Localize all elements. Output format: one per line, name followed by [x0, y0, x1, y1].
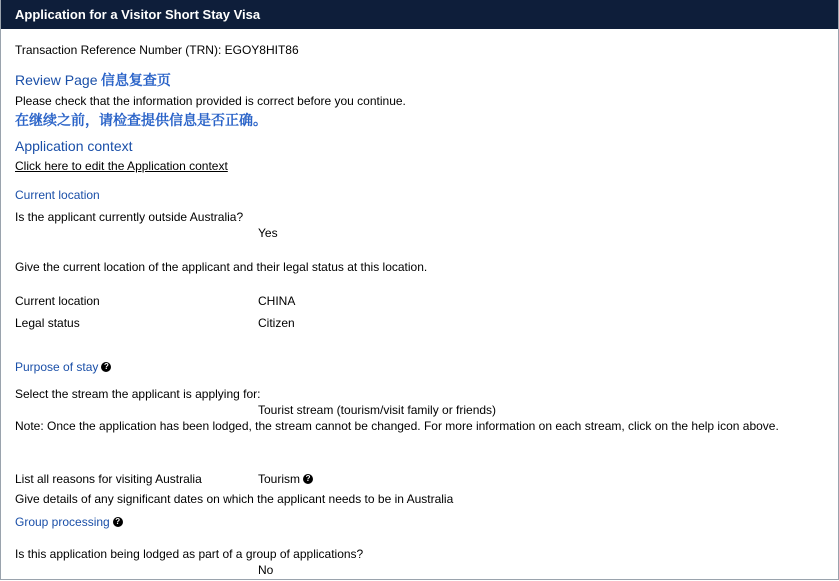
stream-question: Select the stream the applicant is applying for: — [15, 387, 261, 401]
purpose-heading — [15, 360, 111, 374]
edit-context-link[interactable]: Click here to edit the Application context — [15, 159, 228, 173]
edit-context-link-wrap — [15, 159, 228, 173]
stream-note: Note: Once the application has been lodged, the stream cannot be changed. For more information on each stream, click on the help icon above. — [15, 419, 779, 433]
review-title-cn: 信息复查页 — [100, 72, 171, 88]
help-circle-icon[interactable]: ? — [101, 362, 111, 372]
help-circle-icon[interactable]: ? — [113, 517, 123, 527]
group-title: Group processing — [15, 515, 110, 529]
legal-status-value: Citizen — [258, 316, 295, 330]
reasons-value: Tourism — [258, 472, 301, 486]
page-title: Application for a Visitor Short Stay Visa — [1, 0, 838, 29]
review-title: Review Page — [15, 72, 98, 88]
group-heading — [15, 515, 123, 529]
review-heading — [15, 70, 171, 90]
help-circle-icon[interactable]: ? — [303, 474, 313, 484]
outside-question: Is the applicant currently outside Australia? — [15, 210, 244, 224]
reasons-label: List all reasons for visiting Australia — [15, 472, 202, 486]
review-instruction: Please check that the information provided is correct before you continue. — [15, 94, 406, 108]
location-value: CHINA — [258, 294, 296, 308]
outside-answer: Yes — [258, 226, 278, 240]
context-heading: Application context — [15, 138, 133, 154]
legal-status-label: Legal status — [15, 316, 80, 330]
group-question: Is this application being lodged as part of a group of applications? — [15, 547, 364, 561]
purpose-title: Purpose of stay — [15, 360, 99, 374]
current-location-heading: Current location — [15, 188, 100, 202]
stream-answer: Tourist stream (tourism/visit family or friends) — [258, 403, 497, 417]
dates-text: Give details of any significant dates on which the applicant needs to be in Australia — [15, 492, 454, 506]
review-instruction-cn: 在继续之前，请检查提供信息是否正确。 — [15, 112, 267, 128]
group-answer: No — [258, 563, 274, 577]
reasons-value-wrap — [258, 472, 313, 486]
trn-text: Transaction Reference Number (TRN): EGOY8HIT86 — [15, 43, 299, 57]
location-label: Current location — [15, 294, 100, 308]
location-intro: Give the current location of the applicant and their legal status at this location. — [15, 260, 428, 274]
